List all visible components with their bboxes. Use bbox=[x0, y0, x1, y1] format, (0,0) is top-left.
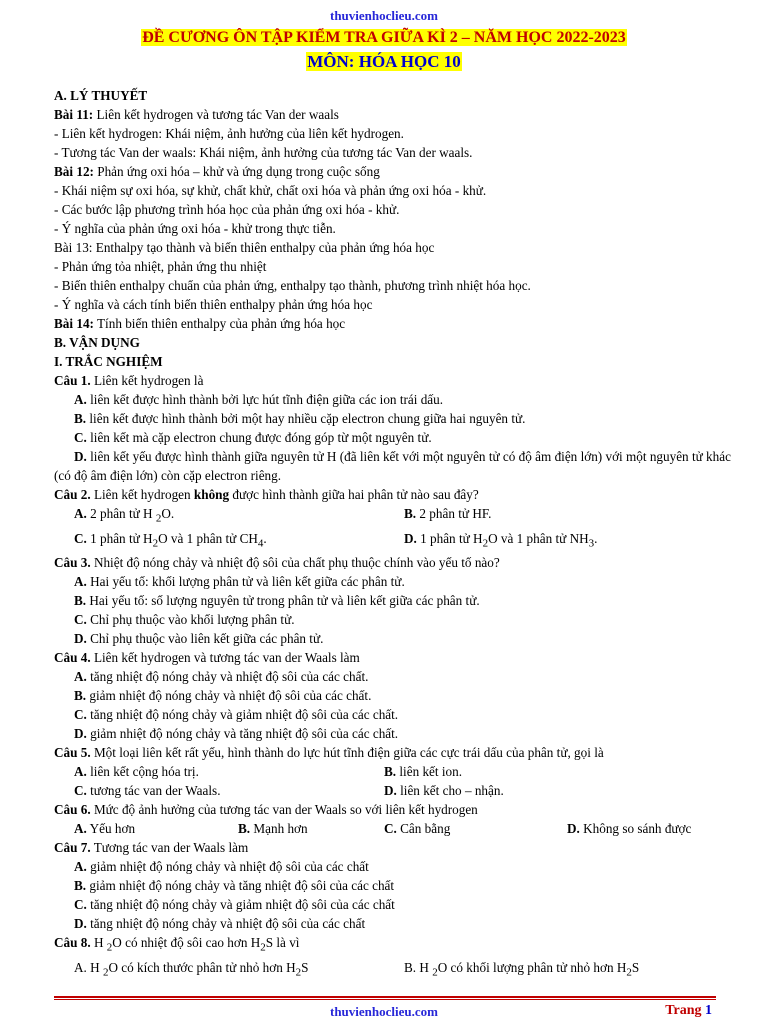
option-a: A. H $_2$O có kích thước phân tử nhỏ hơn $H_2S$ bbox=[74, 959, 309, 979]
option-d: D. liên kết yếu được hình thành giữa nguyên tử H (đã liên kết với một nguyên tử có độ âm điện lớn) với một nguyên tử khác (có độ âm điện lớn) còn cặp electron riêng. bbox=[54, 449, 731, 483]
question-1: Câu 1. Liên kết hydrogen là bbox=[54, 373, 204, 388]
option-b: B. Mạnh hơn bbox=[238, 821, 308, 837]
bullet: - Tương tác Van der waals: Khái niệm, ảnh hưởng của tương tác Van der waals. bbox=[54, 145, 473, 160]
option-a: A. Yếu hơn bbox=[74, 821, 136, 837]
option-b: B. giảm nhiệt độ nóng chảy và nhiệt độ sôi của các chất. bbox=[74, 688, 372, 704]
option-c: C. 1 phân tử $H_2O$ và 1 phân tử $CH_4$. bbox=[74, 530, 267, 550]
option-a: A. Hai yếu tố: khối lượng phân tử và liên kết giữa các phân tử. bbox=[74, 574, 405, 590]
site-footer: thuvienhoclieu.com bbox=[330, 1004, 438, 1019]
subsection-heading: I. TRẮC NGHIỆM bbox=[54, 354, 163, 369]
option-a: A. tăng nhiệt độ nóng chảy và nhiệt độ sôi của các chất. bbox=[74, 669, 369, 685]
section-heading: B. VẬN DỤNG bbox=[54, 335, 140, 350]
options-row bbox=[54, 781, 734, 800]
option-a: A. liên kết cộng hóa trị. bbox=[74, 764, 199, 780]
bullet: - Khái niệm sự oxi hóa, sự khử, chất khử, chất oxi hóa và phản ứng oxi hóa - khử. bbox=[54, 183, 487, 198]
option-a: A. liên kết được hình thành bởi lực hút tĩnh điện giữa các ion trái dấu. bbox=[74, 392, 444, 407]
lesson-12: Bài 12: Phản ứng oxi hóa – khử và ứng dụng trong cuộc sống bbox=[54, 164, 380, 179]
option-c: C. liên kết mà cặp electron chung được đóng góp từ một nguyên tử. bbox=[74, 430, 432, 445]
option-d: D. Không so sánh được bbox=[567, 821, 692, 837]
subject-title: MÔN: HÓA HỌC 10 bbox=[307, 52, 461, 71]
bullet: - Biến thiên enthalpy chuẩn của phản ứng, enthalpy tạo thành, phương trình nhiệt hóa học. bbox=[54, 278, 531, 293]
option-c: C. Chỉ phụ thuộc vào khối lượng phân tử. bbox=[74, 612, 295, 628]
question-7: Câu 7. Tương tác van der Waals làm bbox=[54, 840, 249, 856]
option-c: C. tương tác van der Waals. bbox=[74, 783, 221, 799]
option-b: B. liên kết ion. bbox=[384, 764, 463, 780]
lesson-13: Bài 13: Enthalpy tạo thành và biến thiên enthalpy của phản ứng hóa học bbox=[54, 240, 435, 255]
option-c: C. tăng nhiệt độ nóng chảy và giảm nhiệt độ sôi của các chất. bbox=[74, 707, 399, 723]
options-row bbox=[54, 504, 734, 529]
bullet: - Ý nghĩa của phản ứng oxi hóa - khử trong thực tiễn. bbox=[54, 221, 336, 236]
question-4: Câu 4. Liên kết hydrogen và tương tác van der Waals làm bbox=[54, 650, 360, 666]
option-d: D. liên kết cho – nhận. bbox=[384, 783, 504, 799]
option-b: B. 2 phân tử HF. bbox=[404, 506, 492, 521]
page-number: Trang 1 bbox=[665, 1003, 712, 1018]
bullet: - Ý nghĩa và cách tính biến thiên enthalpy phản ứng hóa học bbox=[54, 297, 373, 312]
question-8: Câu 8. H $_2$O có nhiệt độ sôi cao hơn $H_2S$ là vì bbox=[54, 935, 300, 954]
footer-divider bbox=[54, 996, 716, 998]
option-a: A. 2 phân tử H $_2$O. bbox=[74, 506, 175, 525]
options-row bbox=[54, 958, 734, 983]
question-6: Câu 6. Mức độ ảnh hưởng của tương tác van der Waals so với liên kết hydrogen bbox=[54, 802, 478, 818]
option-d: D. tăng nhiệt độ nóng chảy và nhiệt độ sôi của các chất bbox=[74, 916, 366, 932]
option-b: B. liên kết được hình thành bởi một hay nhiều cặp electron chung giữa hai nguyên tử. bbox=[74, 411, 526, 426]
option-c: C. Cân bằng bbox=[384, 821, 451, 837]
bullet: - Liên kết hydrogen: Khái niệm, ảnh hưởng của liên kết hydrogen. bbox=[54, 126, 404, 141]
site-header: thuvienhoclieu.com bbox=[330, 8, 438, 23]
question-5: Câu 5. Một loại liên kết rất yếu, hình thành do lực hút tĩnh điện giữa các cực trái dấu của phân tử, gọi là bbox=[54, 745, 604, 761]
option-d: D. giảm nhiệt độ nóng chảy và tăng nhiệt độ sôi của các chất. bbox=[74, 726, 399, 742]
section-heading: A. LÝ THUYẾT bbox=[54, 88, 148, 103]
question-2: Câu 2. Liên kết hydrogen không được hình thành giữa hai phân tử nào sau đây? bbox=[54, 487, 479, 502]
option-c: C. tăng nhiệt độ nóng chảy và giảm nhiệt độ sôi của các chất bbox=[74, 897, 395, 913]
option-b: B. Hai yếu tố: số lượng nguyên tử trong phân tử và liên kết giữa các phân tử. bbox=[74, 593, 480, 609]
option-b: B. H $_2$O có khối lượng phân tử nhỏ hơn $H_2S$ bbox=[404, 959, 640, 979]
bullet: - Phản ứng tỏa nhiệt, phản ứng thu nhiệt bbox=[54, 259, 267, 274]
bullet: - Các bước lập phương trình hóa học của phản ứng oxi hóa - khử. bbox=[54, 202, 400, 217]
option-b: B. giảm nhiệt độ nóng chảy và tăng nhiệt độ sôi của các chất bbox=[74, 878, 395, 894]
option-d: D. Chỉ phụ thuộc vào liên kết giữa các phân tử. bbox=[74, 631, 324, 647]
option-a: A. giảm nhiệt độ nóng chảy và nhiệt độ sôi của các chất bbox=[74, 859, 369, 875]
options-row bbox=[54, 819, 734, 838]
lesson-11: Bài 11: Liên kết hydrogen và tương tác Van der waals bbox=[54, 107, 339, 122]
document-body bbox=[54, 86, 734, 983]
footer-divider-thin bbox=[54, 999, 716, 1000]
document-title: ĐỀ CƯƠNG ÔN TẬP KIỂM TRA GIỮA KÌ 2 – NĂM HỌC 2022-2023 bbox=[142, 29, 626, 46]
options-row bbox=[54, 762, 734, 781]
lesson-14: Bài 14: Tính biến thiên enthalpy của phản ứng hóa học bbox=[54, 316, 346, 331]
options-row bbox=[54, 529, 734, 554]
question-3: Câu 3. Nhiệt độ nóng chảy và nhiệt độ sôi của chất phụ thuộc chính vào yếu tố nào? bbox=[54, 555, 500, 571]
option-d: D. 1 phân tử $H_2O$ và 1 phân tử $NH_3$. bbox=[404, 530, 598, 550]
